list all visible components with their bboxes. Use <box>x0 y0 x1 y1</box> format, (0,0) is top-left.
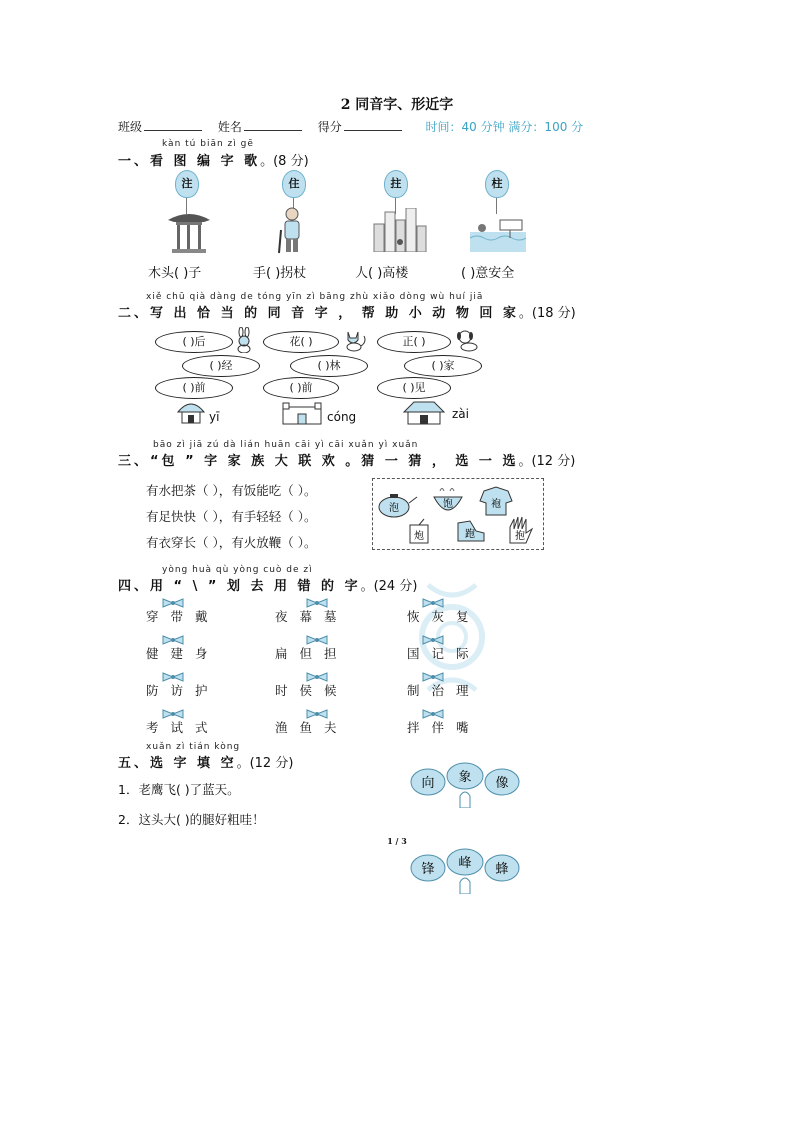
riddle-part: 有水把茶（ ） <box>146 483 219 498</box>
oval-blank-5[interactable]: ( )林 <box>290 355 368 377</box>
class-label: 班级 <box>118 120 143 134</box>
option-pao-cannon: 炮 <box>414 531 424 542</box>
balloon-1-char: 注 <box>175 170 199 198</box>
safety-sign-illustration <box>470 212 526 252</box>
word-group-1-1[interactable]: 穿带戴 <box>146 609 220 624</box>
score-label: 得分 <box>317 120 342 134</box>
oval-blank-8[interactable]: ( )前 <box>263 377 339 399</box>
score-blank[interactable] <box>344 120 402 131</box>
section5-pinyin: xuǎn zì tián kòng <box>146 742 241 752</box>
cat-icon <box>342 328 368 352</box>
section2-pinyin: xiě chū qià dàng de tóng yīn zì bāng zhù xiǎo dòng wù huí jiā <box>146 292 484 302</box>
tree2-char-3: 蜂 <box>495 862 509 877</box>
oval-blank-3[interactable]: 正( ) <box>377 331 451 353</box>
dog-icon <box>455 328 481 352</box>
word-group-2-3[interactable]: 国记际 <box>407 646 481 661</box>
word-group-4-2[interactable]: 渔鱼夫 <box>275 720 349 735</box>
section3-score: 。(12 分) <box>518 454 576 469</box>
word-group-1-3[interactable]: 恢灰复 <box>407 609 481 624</box>
oval-blank-4[interactable]: ( )经 <box>182 355 260 377</box>
riddle-part: ，有饭能吃（ ）。 <box>218 483 317 498</box>
option-pao-water: 泡 <box>389 503 399 514</box>
fill-item-1[interactable]: 1．老鹰飞( )了蓝天。 <box>118 782 240 797</box>
page-number: 1 / 3 <box>387 836 407 846</box>
word-group-3-3[interactable]: 制治理 <box>407 683 481 698</box>
word-group-4-3[interactable]: 拌伴嘴 <box>407 720 481 735</box>
riddle-part: 有足快快（ ） <box>146 509 219 524</box>
section1-label-4[interactable]: ( )意安全 <box>461 266 515 281</box>
section3-pinyin: bāo zì jiā zú dà lián huān cāi yì cāi xuǎn yì xuǎn <box>153 440 419 450</box>
roof-house-icon <box>402 400 446 426</box>
riddle-line-3[interactable] <box>146 533 316 551</box>
word-group-4-1[interactable]: 考试式 <box>146 720 220 735</box>
balloon-3-char: 拄 <box>384 170 408 198</box>
city-illustration <box>372 208 428 252</box>
option-bao-hug: 抱 <box>515 531 525 542</box>
class-blank[interactable] <box>144 120 202 131</box>
section2-heading <box>118 302 576 321</box>
section5-score: 。(12 分) <box>236 756 294 771</box>
option-bao-full: 饱 <box>443 499 453 510</box>
section4-pinyin: yòng huà qù yòng cuò de zì <box>162 565 313 575</box>
option-pao-run: 跑 <box>465 529 475 540</box>
oval-blank-2[interactable]: 花( ) <box>263 331 339 353</box>
section1-heading <box>118 150 309 169</box>
balloon-4 <box>485 170 509 214</box>
word-tree-2 <box>410 848 520 894</box>
section1-label-1[interactable]: 木头( )子 <box>148 266 202 281</box>
page-title: 2 同音字、形近字 <box>340 97 454 113</box>
section3-heading <box>118 450 575 469</box>
section5-heading <box>118 752 293 771</box>
old-man-illustration <box>275 206 309 254</box>
word-group-3-1[interactable]: 防访护 <box>146 683 220 698</box>
balloon-2-char: 住 <box>282 170 306 198</box>
name-label: 姓名 <box>217 120 242 134</box>
riddle-part: ，有火放鞭（ ）。 <box>218 535 317 550</box>
section2-heading-text: 二、写 出 恰 当 的 同 音 字 ， 帮 助 小 动 物 回 家 <box>118 306 519 321</box>
tree2-char-1: 锋 <box>421 862 435 877</box>
tree2-char-2: 峰 <box>458 856 472 871</box>
word-group-2-2[interactable]: 扁但担 <box>275 646 349 661</box>
riddle-part: 有衣穿长（ ） <box>146 535 219 550</box>
section1-label-2[interactable]: 手( )拐杖 <box>253 266 307 281</box>
riddle-part: ，有手轻轻（ ）。 <box>218 509 317 524</box>
oval-blank-7[interactable]: ( )前 <box>155 377 233 399</box>
castle-house-icon <box>281 401 323 425</box>
section4-heading <box>118 575 417 594</box>
oval-blank-9[interactable]: ( )见 <box>377 377 451 399</box>
riddle-line-1[interactable] <box>146 481 316 499</box>
word-group-3-2[interactable]: 时侯候 <box>275 683 349 698</box>
student-info-row <box>118 118 583 135</box>
mushroom-house-icon <box>176 400 206 424</box>
tree1-char-1: 向 <box>421 776 435 791</box>
balloon-4-char: 柱 <box>485 170 509 198</box>
name-blank[interactable] <box>244 120 302 131</box>
section4-heading-text: 四、用 “ \ ” 划 去 用 错 的 字 <box>118 579 361 594</box>
option-pao-robe: 袍 <box>491 499 501 510</box>
word-group-1-2[interactable]: 夜幕墓 <box>275 609 349 624</box>
rabbit-icon <box>232 327 256 353</box>
section1-label-3[interactable]: 人( )高楼 <box>355 266 409 281</box>
section1-pinyin: kàn tú biān zì gē <box>162 139 254 149</box>
house-pinyin-1: yī <box>209 410 220 424</box>
word-group-2-1[interactable]: 健建身 <box>146 646 220 661</box>
section2-score: 。(18 分) <box>518 306 576 321</box>
section3-heading-text: 三、“包 ” 字 家 族 大 联 欢 。猜 一 猜 ， 选 一 选 <box>118 454 519 469</box>
riddle-line-2[interactable] <box>146 507 316 525</box>
oval-blank-6[interactable]: ( )家 <box>404 355 482 377</box>
option-illustrations <box>376 483 540 547</box>
fill-item-2[interactable]: 2．这头大( )的腿好粗哇！ <box>118 812 265 827</box>
oval-blank-1[interactable]: ( )后 <box>155 331 233 353</box>
tree1-char-3: 像 <box>495 776 509 791</box>
section1-score: 。(8 分) <box>260 154 309 169</box>
section5-heading-text: 五、选 字 填 空 <box>118 756 237 771</box>
section4-score: 。(24 分) <box>360 579 418 594</box>
section1-heading-text: 一、看 图 编 字 歌 <box>118 154 261 169</box>
word-tree-1 <box>410 762 520 808</box>
house-pinyin-3: zài <box>452 407 469 421</box>
tree1-char-2: 象 <box>458 770 472 785</box>
exam-meta: 时间：40 分钟 满分：100 分 <box>425 120 584 134</box>
pavilion-illustration <box>166 206 212 254</box>
house-pinyin-2: cóng <box>327 410 357 424</box>
